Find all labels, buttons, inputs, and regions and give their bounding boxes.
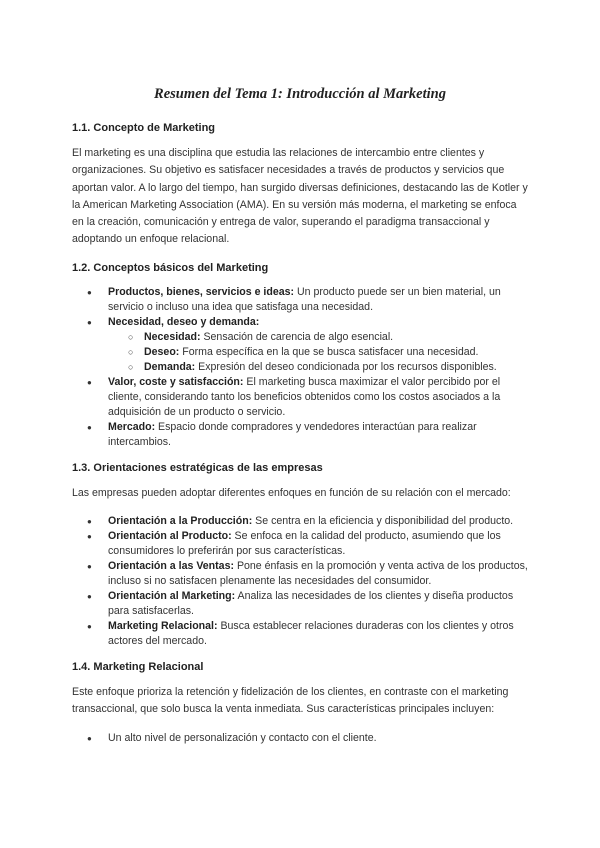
term: Mercado:	[108, 420, 156, 433]
section-concepto	[72, 121, 528, 249]
term: Necesidad, deseo y demanda:	[108, 315, 260, 328]
item-text: Espacio donde compradores y vendedores interactúan para realizar intercambios.	[108, 420, 477, 448]
list-item	[72, 619, 528, 649]
term: Orientación a la Producción:	[108, 515, 253, 528]
section-marketing-relacional	[72, 660, 528, 746]
list-item	[72, 315, 528, 375]
term: Orientación a las Ventas:	[108, 560, 234, 573]
list-item	[72, 514, 528, 529]
item-text: Pone énfasis en la promoción y venta activa de los productos, incluso si no satisfacen plenamente las necesidades del consumidor.	[108, 560, 528, 588]
list-item	[72, 731, 528, 746]
item-text: Se enfoca en la calidad del producto, asumiendo que los consumidores lo preferirán por sus características.	[108, 530, 501, 558]
section-heading: 1.2. Conceptos básicos del Marketing	[72, 261, 269, 274]
section-heading: 1.1. Concepto de Marketing	[72, 122, 216, 134]
section-orientaciones	[72, 461, 528, 649]
list-item	[72, 589, 528, 619]
item-text: Un alto nivel de personalización y contacto con el cliente.	[108, 731, 377, 744]
term: Marketing Relacional:	[108, 620, 218, 633]
term: Productos, bienes, servicios e ideas:	[108, 285, 295, 298]
sub-list-item	[108, 345, 528, 360]
term: Demanda:	[144, 360, 196, 373]
item-text: Expresión del deseo condicionada por los recursos disponibles.	[195, 360, 497, 373]
section-heading: 1.4. Marketing Relacional	[72, 661, 204, 674]
item-text: Se centra en la eficiencia y disponibilidad del producto.	[252, 515, 514, 528]
item-text: Forma específica en la que se busca satisfacer una necesidad.	[179, 345, 479, 358]
item-text: El marketing busca maximizar el valor percibido por el cliente, considerando tanto los beneficios obtenidos como los costos asociados a la adquisición de un producto o servicio.	[108, 375, 501, 418]
term: Orientación al Producto:	[108, 530, 232, 543]
paragraph: Las empresas pueden adoptar diferentes enfoques en función de su relación con el mercado:	[72, 486, 511, 499]
term: Necesidad:	[144, 330, 201, 343]
sub-list	[108, 330, 528, 375]
sub-list-item	[108, 360, 528, 375]
term: Valor, coste y satisfacción:	[108, 375, 244, 388]
list-item	[72, 285, 528, 315]
sub-list-item	[108, 330, 528, 345]
bullet-list	[72, 731, 528, 746]
list-item	[72, 420, 528, 450]
item-text: Busca establecer relaciones duraderas con los clientes y otros actores del mercado.	[108, 620, 514, 648]
paragraph: El marketing es una disciplina que estudia las relaciones de intercambio entre clientes y organizaciones. Su objetivo es satisfacer necesidades a través de productos y servicios que aportan valor. A lo largo del tiempo, han surgido diversas definiciones, destacando las de Kotler y la American Marketing Association (AMA). En su versión más moderna, el marketing se enfoca en la creación, comunicación y entrega de valor, superando el paradigma transaccional y adoptando un enfoque relacional.	[72, 147, 528, 246]
list-item	[72, 375, 528, 420]
term: Deseo:	[144, 345, 180, 358]
item-text: Analiza las necesidades de los clientes y diseña productos para satisfacerlas.	[108, 590, 514, 618]
paragraph: Este enfoque prioriza la retención y fidelización de los clientes, en contraste con el marketing transaccional, que solo busca la venta inmediata. Sus características principales incluyen:	[72, 686, 509, 716]
document-title: Resumen del Tema 1: Introducción al Marketing	[154, 86, 446, 102]
item-text: Un producto puede ser un bien material, un servicio o incluso una idea que satisfaga una necesidad.	[108, 285, 501, 313]
bullet-list	[72, 285, 528, 450]
list-item	[72, 559, 528, 589]
list-item	[72, 529, 528, 559]
bullet-list	[72, 514, 528, 649]
section-conceptos-basicos	[72, 261, 528, 450]
section-heading: 1.3. Orientaciones estratégicas de las empresas	[72, 461, 323, 474]
item-text: Sensación de carencia de algo esencial.	[200, 330, 394, 343]
term: Orientación al Marketing:	[108, 590, 236, 603]
